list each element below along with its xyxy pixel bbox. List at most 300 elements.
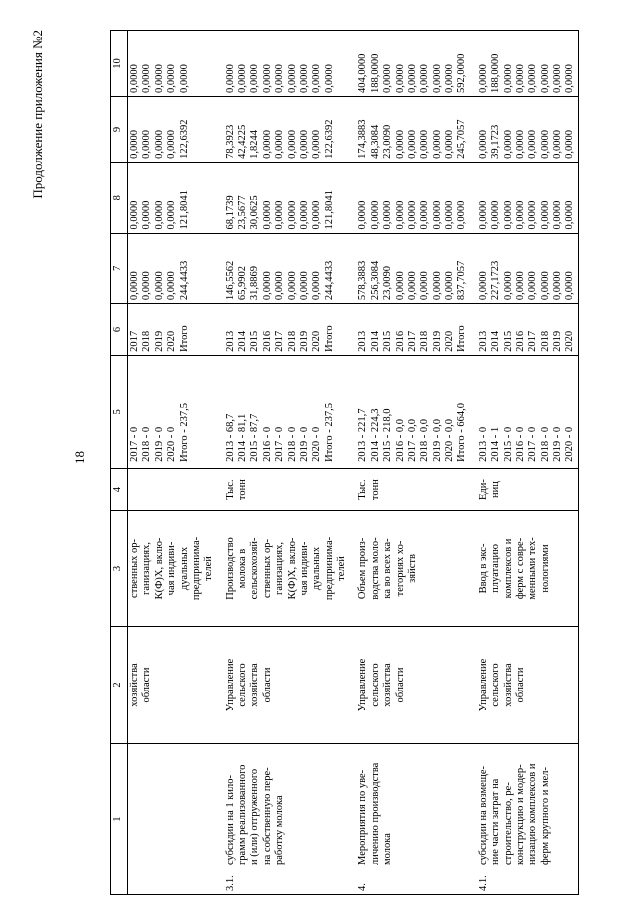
year-value: 2017: [406, 330, 418, 352]
local-amount-value: 0,0000: [261, 64, 273, 93]
measure-text-line: субсидии на возмеще-: [477, 765, 489, 865]
federal-amount-value: 0,0000: [419, 200, 431, 230]
year-value: 2015: [502, 330, 514, 352]
total-amount-value: 0,0000: [286, 271, 298, 301]
plan-value-value: Итого - 664,0: [456, 402, 468, 462]
plan-value-value: 2020 - 0: [311, 426, 323, 462]
plan-value-value: 2019 - 0,0: [431, 419, 443, 462]
year-value: 2016: [394, 330, 406, 352]
unit-cell: [470, 468, 579, 510]
total-amount-cell: [128, 233, 217, 304]
plan-value-value: 2015 - 218,0: [382, 408, 394, 462]
year-cell: [470, 304, 579, 356]
plan-value-value: 2017 - 0,0: [406, 419, 418, 462]
federal-amount-value: 0,0000: [406, 200, 418, 230]
year-value: 2017: [274, 330, 286, 352]
target-indicator-value: молока в: [237, 548, 248, 589]
year-value: 2019: [431, 330, 443, 352]
total-amount-value: 31,8869: [249, 266, 261, 301]
target-indicator-value: менными тех-: [527, 537, 539, 600]
regional-amount-value: 245,7057: [456, 119, 468, 159]
regional-amount-value: 0,0000: [527, 130, 539, 159]
federal-amount-value: 0,0000: [382, 200, 394, 230]
target-indicator-value: ственных ор-: [261, 538, 273, 598]
plan-value-value: 2016 - 0,0: [394, 419, 406, 462]
federal-amount-value: 0,0000: [298, 200, 310, 230]
local-amount-value: 0,0000: [311, 64, 323, 93]
year-value: 2016: [514, 330, 526, 352]
regional-amount-value: 0,0000: [311, 130, 323, 159]
target-indicator-value: комплексов и: [502, 538, 514, 599]
total-amount-value: 244,4433: [323, 260, 335, 301]
regional-amount-value: 48,3084: [369, 124, 381, 159]
executor-cell: [128, 626, 217, 744]
local-amount-cell: [217, 31, 350, 97]
federal-amount-value: 0,0000: [369, 200, 381, 230]
federal-amount-value: 0,0000: [539, 200, 551, 230]
total-amount-value: 0,0000: [129, 271, 140, 301]
federal-amount-value: 0,0000: [129, 200, 140, 230]
regional-amount-value: 0,0000: [552, 130, 563, 159]
unit-value: ниц: [490, 481, 502, 499]
regional-amount-value: 0,0000: [564, 130, 576, 159]
year-value: 2015: [249, 330, 261, 352]
measure-text-line: конструкцию и модер-: [514, 764, 526, 865]
total-amount-value: 23,0090: [382, 266, 394, 301]
table-row: [128, 31, 217, 895]
year-cell: [217, 304, 350, 356]
target-indicator-value: чая индиви-: [298, 541, 310, 596]
federal-amount-value: 0,0000: [311, 200, 323, 230]
local-amount-value: 0,0000: [237, 64, 248, 93]
measure-text-line: молока: [382, 833, 394, 865]
measure-text-line: на собственную пере-: [261, 767, 273, 865]
measure-text-line: работку молока: [274, 795, 286, 865]
regional-amount-value: 122,6392: [178, 119, 190, 159]
regional-amount-value: 1,8244: [249, 130, 261, 159]
table-row: [217, 31, 350, 895]
local-amount-value: 0,0000: [323, 64, 335, 93]
year-value: 2017: [527, 330, 539, 352]
target-indicator-cell: [217, 511, 350, 626]
total-amount-value: 65,9902: [237, 266, 248, 301]
plan-value-value: 2020 - 0: [166, 426, 178, 462]
federal-amount-cell: [217, 162, 350, 233]
federal-amount-value: 0,0000: [564, 200, 576, 230]
federal-amount-value: 0,0000: [456, 200, 468, 230]
plan-value-value: 2017 - 0: [129, 426, 140, 462]
year-value: 2014: [490, 330, 502, 352]
unit-value: Еди-: [477, 479, 489, 501]
plan-value-value: 2020 - 0,0: [444, 419, 455, 462]
year-value: 2014: [237, 330, 248, 352]
regional-amount-value: 78,3923: [224, 124, 236, 159]
executor-value: хозяйства: [129, 663, 140, 707]
federal-amount-cell: [128, 162, 217, 233]
target-indicator-value: дуальных: [311, 546, 323, 591]
unit-value: тонн: [369, 479, 381, 501]
regional-amount-value: 0,0000: [166, 130, 178, 159]
regional-amount-value: 0,0000: [539, 130, 551, 159]
column-header: 5: [111, 355, 128, 468]
federal-amount-value: 0,0000: [552, 200, 563, 230]
local-amount-value: 0,0000: [153, 64, 165, 93]
target-indicator-value: плуатацию: [490, 544, 502, 593]
federal-amount-value: 121,8041: [178, 190, 190, 230]
target-indicator-cell: [349, 511, 469, 626]
federal-amount-value: 68,1739: [224, 195, 236, 230]
target-indicator-value: ка во всех ка-: [382, 538, 394, 599]
total-amount-value: 837,7057: [456, 260, 468, 301]
target-indicator-cell: [128, 511, 217, 626]
total-amount-value: 578,3883: [357, 260, 369, 301]
regional-amount-value: 39,1723: [490, 124, 502, 159]
target-indicator-value: ганизациях,: [141, 541, 153, 595]
target-indicator-value: ганизациях,: [274, 541, 286, 595]
target-indicator-value: Объем произ-: [357, 537, 369, 600]
year-value: 2018: [539, 330, 551, 352]
target-indicator-value: Производство: [224, 537, 236, 600]
local-amount-cell: [128, 31, 217, 97]
local-amount-value: 0,0000: [394, 64, 406, 93]
target-indicator-value: ферм с совре-: [514, 537, 526, 600]
plan-value-value: Итого - 237,5: [323, 402, 335, 462]
total-amount-value: 0,0000: [514, 271, 526, 301]
target-indicator-value: тегориях хо-: [394, 540, 406, 597]
unit-value: Тыс.: [357, 479, 369, 500]
measure-cell: [128, 744, 217, 895]
year-value: 2020: [166, 330, 178, 352]
regional-amount-value: 0,0000: [406, 130, 418, 159]
local-amount-value: 0,0000: [564, 64, 576, 93]
year-value: Итого: [178, 325, 190, 352]
local-amount-value: 0,0000: [141, 64, 153, 93]
executor-value: Управление: [357, 658, 369, 712]
measure-code: 3.1.: [224, 875, 236, 891]
measure-text-line: и (или) отгруженного: [249, 768, 261, 865]
measure-cell: [349, 744, 469, 895]
plan-value-cell: [128, 355, 217, 468]
target-indicator-value: К(Ф)Х, вклю-: [286, 537, 298, 600]
plan-value-value: 2018 - 0,0: [419, 419, 431, 462]
year-value: Итого: [323, 325, 335, 352]
appendix-caption: Продолжение приложения №2: [30, 30, 45, 199]
local-amount-value: 0,0000: [274, 64, 286, 93]
unit-value: Тыс.: [224, 479, 236, 500]
total-amount-value: 0,0000: [431, 271, 443, 301]
column-header-row: [111, 31, 128, 895]
federal-amount-value: 0,0000: [274, 200, 286, 230]
plan-value-value: 2015 - 87,7: [249, 413, 261, 462]
year-value: 2020: [564, 330, 576, 352]
total-amount-value: 244,4433: [178, 260, 190, 301]
year-value: Итого: [456, 325, 468, 352]
regional-amount-value: 0,0000: [502, 130, 514, 159]
local-amount-value: 0,0000: [527, 64, 539, 93]
federal-amount-value: 0,0000: [444, 200, 455, 230]
total-amount-value: 227,1723: [490, 260, 502, 301]
total-amount-value: 0,0000: [502, 271, 514, 301]
total-amount-value: 0,0000: [477, 271, 489, 301]
local-amount-value: 0,0000: [419, 64, 431, 93]
total-amount-value: 0,0000: [274, 271, 286, 301]
plan-value-value: 2016 - 0: [261, 426, 273, 462]
total-amount-value: 0,0000: [298, 271, 310, 301]
federal-amount-value: 0,0000: [394, 200, 406, 230]
year-value: 2018: [419, 330, 431, 352]
executor-value: области: [514, 667, 526, 703]
year-value: 2019: [552, 330, 563, 352]
regional-amount-cell: [217, 96, 350, 162]
target-indicator-value: чая индиви-: [166, 541, 178, 596]
federal-amount-value: 0,0000: [431, 200, 443, 230]
target-indicator-value: водства моло-: [369, 537, 381, 600]
local-amount-value: 404,0000: [357, 53, 369, 93]
total-amount-value: 146,5562: [224, 260, 236, 301]
target-indicator-value: Ввод в экс-: [477, 543, 489, 594]
plan-value-value: 2018 - 0: [286, 426, 298, 462]
unit-cell: [217, 468, 350, 510]
regional-amount-value: 0,0000: [129, 130, 140, 159]
year-value: 2017: [129, 330, 140, 352]
executor-value: Управление: [224, 658, 236, 712]
total-amount-value: 0,0000: [311, 271, 323, 301]
local-amount-value: 0,0000: [539, 64, 551, 93]
regional-amount-value: 0,0000: [444, 130, 455, 159]
measure-text-line: ферм крупного и мел-: [539, 767, 551, 865]
executor-cell: [470, 626, 579, 744]
year-cell: [128, 304, 217, 356]
regional-amount-value: 122,6392: [323, 119, 335, 159]
unit-cell: [128, 468, 217, 510]
plan-value-value: 2020 - 0: [564, 426, 576, 462]
page-number: 18: [72, 451, 87, 464]
local-amount-value: 0,0000: [286, 64, 298, 93]
column-header: 10: [111, 31, 128, 97]
plan-value-value: 2019 - 0: [552, 426, 563, 462]
total-amount-value: 0,0000: [419, 271, 431, 301]
target-indicator-value: дуальных: [178, 546, 190, 591]
local-amount-value: 0,0000: [129, 64, 140, 93]
year-value: 2019: [298, 330, 310, 352]
total-amount-value: 0,0000: [406, 271, 418, 301]
executor-value: сельского: [369, 663, 381, 707]
column-header: 1: [111, 744, 128, 895]
federal-amount-value: 0,0000: [141, 200, 153, 230]
executor-value: хозяйства: [249, 663, 261, 707]
plan-value-value: 2018 - 0: [141, 426, 153, 462]
measure-text-line: субсидии на 1 кило-: [224, 775, 236, 865]
executor-value: хозяйства: [382, 663, 394, 707]
regional-amount-value: 0,0000: [431, 130, 443, 159]
regional-amount-value: 0,0000: [261, 130, 273, 159]
executor-value: области: [261, 667, 273, 703]
federal-amount-value: 0,0000: [477, 200, 489, 230]
executor-value: сельского: [237, 663, 248, 707]
local-amount-value: 0,0000: [431, 64, 443, 93]
executor-value: хозяйства: [502, 663, 514, 707]
program-table: [110, 30, 579, 895]
plan-value-value: 2014 - 224,3: [369, 408, 381, 462]
target-indicator-value: сельскохозяй-: [249, 537, 261, 600]
regional-amount-value: 0,0000: [153, 130, 165, 159]
total-amount-cell: [349, 233, 469, 304]
total-amount-value: 0,0000: [539, 271, 551, 301]
regional-amount-value: 0,0000: [141, 130, 153, 159]
local-amount-value: 0,0000: [477, 64, 489, 93]
local-amount-value: 0,0000: [298, 64, 310, 93]
measure-code: 4.: [357, 883, 369, 891]
column-header: 7: [111, 233, 128, 304]
measure-text-line: низацию комплексов и: [527, 763, 539, 865]
federal-amount-value: 23,5677: [237, 195, 248, 230]
plan-value-value: 2017 - 0: [274, 426, 286, 462]
total-amount-value: 0,0000: [153, 271, 165, 301]
federal-amount-value: 0,0000: [527, 200, 539, 230]
plan-value-value: Итого - 237,5: [178, 402, 190, 462]
target-indicator-value: нологиями: [539, 544, 551, 593]
measure-text-line: личению производства: [369, 762, 381, 865]
target-indicator-cell: [470, 511, 579, 626]
column-header: 3: [111, 511, 128, 626]
total-amount-value: 0,0000: [527, 271, 539, 301]
local-amount-value: 0,0000: [502, 64, 514, 93]
executor-value: области: [141, 667, 153, 703]
measure-code: 4.1.: [477, 875, 489, 891]
local-amount-value: 0,0000: [166, 64, 178, 93]
total-amount-value: 0,0000: [394, 271, 406, 301]
regional-amount-cell: [470, 96, 579, 162]
measure-text-line: Мероприятия по уве-: [357, 769, 369, 865]
plan-value-cell: [217, 355, 350, 468]
federal-amount-value: 0,0000: [357, 200, 369, 230]
year-value: 2018: [141, 330, 153, 352]
total-amount-value: 256,3084: [369, 260, 381, 301]
plan-value-value: 2016 - 0: [514, 426, 526, 462]
federal-amount-value: 121,8041: [323, 190, 335, 230]
year-cell: [349, 304, 469, 356]
plan-value-value: 2014 - 1: [490, 426, 502, 462]
federal-amount-value: 30,0625: [249, 195, 261, 230]
federal-amount-value: 0,0000: [514, 200, 526, 230]
target-indicator-value: К(Ф)Х, вклю-: [153, 537, 165, 600]
executor-cell: [217, 626, 350, 744]
plan-value-cell: [470, 355, 579, 468]
regional-amount-value: 23,0090: [382, 124, 394, 159]
measure-cell: [470, 744, 579, 895]
year-value: 2013: [357, 330, 369, 352]
total-amount-value: 0,0000: [564, 271, 576, 301]
local-amount-value: 0,0000: [514, 64, 526, 93]
column-header: 4: [111, 468, 128, 510]
total-amount-value: 0,0000: [141, 271, 153, 301]
executor-cell: [349, 626, 469, 744]
regional-amount-value: 0,0000: [394, 130, 406, 159]
regional-amount-value: 0,0000: [419, 130, 431, 159]
local-amount-cell: [470, 31, 579, 97]
column-header: 9: [111, 96, 128, 162]
plan-value-value: 2013 - 221,7: [357, 408, 369, 462]
unit-value: тонн: [237, 479, 248, 501]
table-row: [349, 31, 469, 895]
local-amount-value: 188,0000: [369, 53, 381, 93]
target-indicator-value: зяйств: [406, 554, 418, 583]
federal-amount-value: 0,0000: [490, 200, 502, 230]
local-amount-value: 0,0000: [382, 64, 394, 93]
year-value: 2016: [261, 330, 273, 352]
federal-amount-cell: [349, 162, 469, 233]
measure-text-line: грамм реализованного: [237, 764, 248, 865]
local-amount-value: 0,0000: [444, 64, 455, 93]
year-value: 2019: [153, 330, 165, 352]
year-value: 2014: [369, 330, 381, 352]
regional-amount-value: 0,0000: [298, 130, 310, 159]
year-value: 2013: [477, 330, 489, 352]
local-amount-cell: [349, 31, 469, 97]
plan-value-value: 2013 - 68,7: [224, 413, 236, 462]
target-indicator-value: телей: [203, 556, 215, 581]
plan-value-value: 2013 - 0: [477, 426, 489, 462]
local-amount-value: 188,0000: [490, 53, 502, 93]
federal-amount-value: 0,0000: [166, 200, 178, 230]
plan-value-value: 2014 - 81,1: [237, 413, 248, 462]
federal-amount-cell: [470, 162, 579, 233]
regional-amount-cell: [128, 96, 217, 162]
target-indicator-value: предпринима-: [323, 536, 335, 601]
plan-value-cell: [349, 355, 469, 468]
regional-amount-cell: [349, 96, 469, 162]
regional-amount-value: 0,0000: [286, 130, 298, 159]
local-amount-value: 0,0000: [249, 64, 261, 93]
measure-cell: [217, 744, 350, 895]
year-value: 2018: [286, 330, 298, 352]
plan-value-value: 2018 - 0: [539, 426, 551, 462]
column-header: 2: [111, 626, 128, 744]
local-amount-value: 0,0000: [552, 64, 563, 93]
column-header: 6: [111, 304, 128, 356]
local-amount-value: 0,0000: [224, 64, 236, 93]
plan-value-value: 2019 - 0: [153, 426, 165, 462]
regional-amount-value: 42,4225: [237, 124, 248, 159]
federal-amount-value: 0,0000: [502, 200, 514, 230]
executor-value: сельского: [490, 663, 502, 707]
measure-text-line: строительство, ре-: [502, 782, 514, 865]
plan-value-value: 2019 - 0: [298, 426, 310, 462]
regional-amount-value: 174,3883: [357, 119, 369, 159]
federal-amount-value: 0,0000: [286, 200, 298, 230]
table-row: [470, 31, 579, 895]
regional-amount-value: 0,0000: [274, 130, 286, 159]
year-value: 2013: [224, 330, 236, 352]
federal-amount-value: 0,0000: [153, 200, 165, 230]
target-indicator-value: телей: [336, 556, 347, 581]
column-header: 8: [111, 162, 128, 233]
total-amount-cell: [470, 233, 579, 304]
target-indicator-value: ственных ор-: [129, 538, 140, 598]
total-amount-cell: [217, 233, 350, 304]
year-value: 2015: [382, 330, 394, 352]
local-amount-value: 592,0000: [456, 53, 468, 93]
total-amount-value: 0,0000: [552, 271, 563, 301]
plan-value-value: 2015 - 0: [502, 426, 514, 462]
executor-value: Управление: [477, 658, 489, 712]
total-amount-value: 0,0000: [166, 271, 178, 301]
total-amount-value: 0,0000: [261, 271, 273, 301]
total-amount-value: 0,0000: [444, 271, 455, 301]
regional-amount-value: 0,0000: [477, 130, 489, 159]
target-indicator-value: предпринима-: [190, 536, 202, 601]
executor-value: области: [394, 667, 406, 703]
